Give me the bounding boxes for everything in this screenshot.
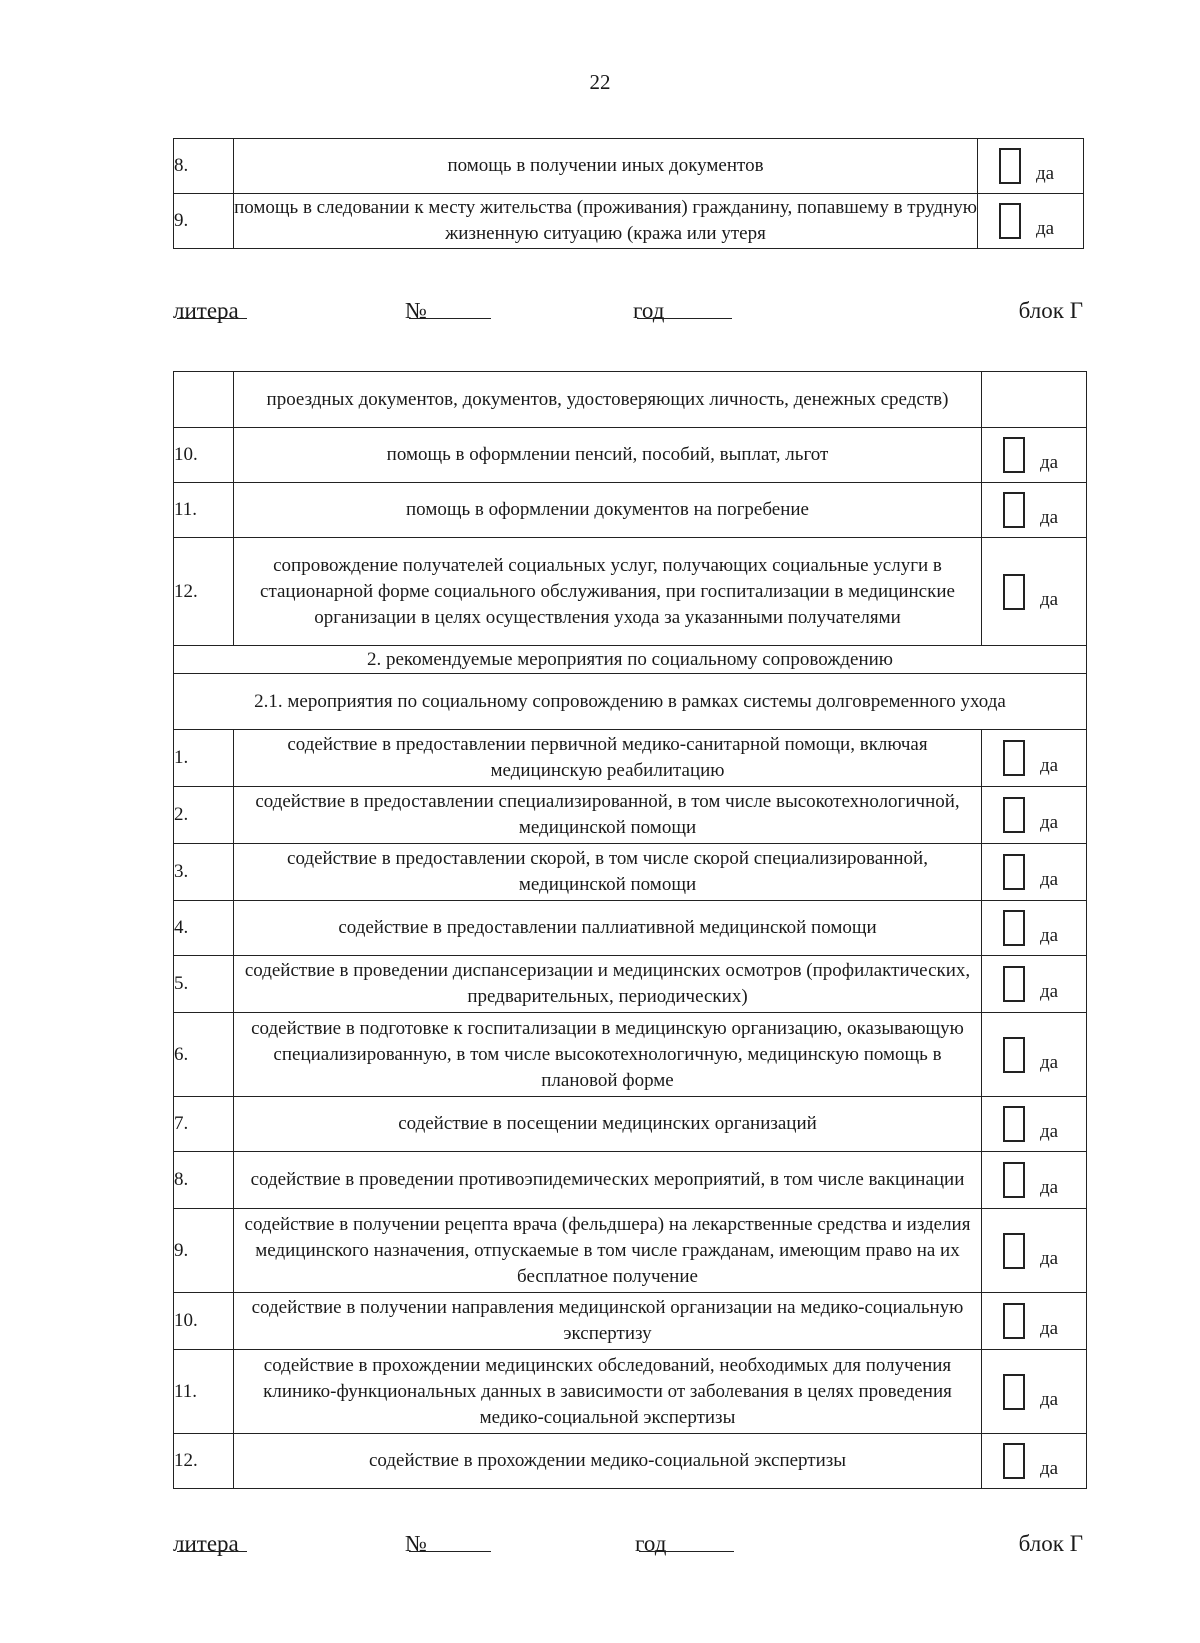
checkbox[interactable] — [1003, 1303, 1025, 1339]
yes-label: да — [1040, 1247, 1059, 1269]
yes-label: да — [1040, 1317, 1059, 1339]
litera-label: литера — [173, 1531, 239, 1556]
yes-checkbox-cell[interactable] — [982, 1152, 1087, 1209]
yes-checkbox-cell[interactable] — [982, 1013, 1087, 1097]
yes-label: да — [1040, 451, 1059, 473]
page-number: 22 — [589, 70, 611, 94]
yes-label: да — [1040, 1120, 1059, 1142]
yes-checkbox-cell[interactable] — [982, 428, 1087, 483]
checkbox[interactable] — [1003, 1233, 1025, 1269]
table-row — [174, 1293, 1087, 1350]
row-text: содействие в предоставлении паллиативной медицинской помощи — [234, 901, 982, 956]
row-number: 9. — [174, 194, 234, 249]
row-text: помощь в оформлении документов на погребение — [234, 483, 982, 538]
yes-label: да — [1040, 868, 1059, 890]
number-field[interactable] — [409, 1531, 491, 1552]
yes-checkbox-cell[interactable] — [982, 538, 1087, 646]
checkbox[interactable] — [1003, 574, 1025, 610]
number-label: № — [405, 298, 427, 323]
row-number: 8. — [174, 139, 234, 194]
litera-field[interactable] — [177, 298, 247, 319]
row-number: 10. — [174, 1293, 234, 1350]
row-number: 10. — [174, 428, 234, 483]
yes-checkbox-cell[interactable] — [982, 844, 1087, 901]
row-text: помощь в следовании к месту жительства (проживания) гражданину, попавшему в трудную жизненную ситуацию (кража или утеря — [234, 194, 978, 249]
yes-label: да — [1040, 1176, 1059, 1198]
table-row — [174, 372, 1087, 428]
checkbox[interactable] — [1003, 1443, 1025, 1479]
yes-label: да — [1040, 754, 1059, 776]
row-number: 5. — [174, 956, 234, 1013]
checkbox[interactable] — [1003, 797, 1025, 833]
checkbox[interactable] — [1003, 1106, 1025, 1142]
table-row — [174, 194, 1084, 249]
checkbox[interactable] — [1003, 1162, 1025, 1198]
litera-label: литера — [173, 298, 239, 323]
yes-checkbox-cell[interactable] — [982, 1350, 1087, 1434]
checkbox[interactable] — [1003, 1374, 1025, 1410]
checkbox[interactable] — [1003, 740, 1025, 776]
row-text: содействие в проведении противоэпидемических мероприятий, в том числе вакцинации — [234, 1152, 982, 1209]
row-number: 2. — [174, 787, 234, 844]
row-number: 7. — [174, 1097, 234, 1152]
block-label: блок Г — [1018, 1531, 1083, 1556]
row-text: содействие в проведении диспансеризации и медицинских осмотров (профилактических, предварительных, периодических) — [234, 956, 982, 1013]
yes-label: да — [1040, 811, 1059, 833]
yes-checkbox-cell[interactable] — [982, 787, 1087, 844]
yes-label: да — [1040, 980, 1059, 1002]
table-row — [174, 1152, 1087, 1209]
row-text: содействие в получении направления медицинской организации на медико-социальную экспертизу — [234, 1293, 982, 1350]
yes-checkbox-cell[interactable] — [982, 1434, 1087, 1489]
table-row — [174, 428, 1087, 483]
checkbox[interactable] — [999, 203, 1021, 239]
yes-label: да — [1040, 1388, 1059, 1410]
number-field[interactable] — [409, 298, 491, 319]
yes-checkbox-cell[interactable] — [982, 901, 1087, 956]
row-number: 1. — [174, 730, 234, 787]
checkbox[interactable] — [1003, 492, 1025, 528]
row-text: содействие в предоставлении скорой, в том числе скорой специализированной, медицинской помощи — [234, 844, 982, 901]
table-row — [174, 844, 1087, 901]
section-header-row — [174, 646, 1087, 674]
checkbox[interactable] — [999, 148, 1021, 184]
number-label: № — [405, 1531, 427, 1556]
table-row — [174, 139, 1084, 194]
yes-label: да — [1040, 1457, 1059, 1479]
form-table-1 — [173, 138, 1084, 249]
table-row — [174, 1350, 1087, 1434]
table-row — [174, 483, 1087, 538]
table-row — [174, 730, 1087, 787]
table-row — [174, 1209, 1087, 1293]
row-text: содействие в прохождении медико-социальной экспертизы — [234, 1434, 982, 1489]
row-text: содействие в прохождении медицинских обследований, необходимых для получения клинико-функциональных данных в зависимости от заболевания в целях проведения медико-социальной экспертизы — [234, 1350, 982, 1434]
block-label: блок Г — [1018, 298, 1083, 323]
litera-line-bottom — [173, 1531, 1083, 1563]
row-number: 12. — [174, 538, 234, 646]
row-number: 11. — [174, 1350, 234, 1434]
yes-label: да — [1040, 1051, 1059, 1073]
table-row — [174, 538, 1087, 646]
year-label: год — [635, 1531, 667, 1556]
litera-field[interactable] — [177, 1531, 247, 1552]
row-number: 6. — [174, 1013, 234, 1097]
form-table-2 — [173, 371, 1087, 1489]
checkbox[interactable] — [1003, 1037, 1025, 1073]
row-number: 12. — [174, 1434, 234, 1489]
checkbox[interactable] — [1003, 854, 1025, 890]
checkbox[interactable] — [1003, 437, 1025, 473]
row-text: содействие в посещении медицинских организаций — [234, 1097, 982, 1152]
section-header-row — [174, 674, 1087, 730]
row-text: помощь в получении иных документов — [234, 139, 978, 194]
yes-checkbox-cell[interactable] — [982, 1097, 1087, 1152]
yes-label: да — [1040, 506, 1059, 528]
row-text: сопровождение получателей социальных услуг, получающих социальные услуги в стационарной форме социального обслуживания, при госпитализации в медицинские организации в целях осуществления ухода за указанными получателями — [234, 538, 982, 646]
yes-checkbox-cell[interactable] — [982, 730, 1087, 787]
yes-checkbox-cell[interactable] — [982, 1293, 1087, 1350]
section-header: 2. рекомендуемые мероприятия по социальному сопровождению — [174, 646, 1087, 674]
table-row — [174, 956, 1087, 1013]
yes-checkbox-cell[interactable] — [978, 194, 1084, 249]
yes-label: да — [1040, 924, 1059, 946]
row-text: содействие в подготовке к госпитализации в медицинскую организацию, оказывающую специализированную, в том числе высокотехнологичную, медицинскую помощь в плановой форме — [234, 1013, 982, 1097]
yes-label: да — [1036, 217, 1055, 239]
table-row — [174, 1013, 1087, 1097]
section-header: 2.1. мероприятия по социальному сопровождению в рамках системы долговременного ухода — [174, 674, 1087, 730]
row-text: проездных документов, документов, удостоверяющих личность, денежных средств) — [234, 372, 982, 428]
table-row — [174, 1097, 1087, 1152]
checkbox[interactable] — [1003, 910, 1025, 946]
row-number: 3. — [174, 844, 234, 901]
year-label: год — [633, 298, 665, 323]
row-text: содействие в предоставлении специализированной, в том числе высокотехнологичной, медицинской помощи — [234, 787, 982, 844]
row-text: содействие в предоставлении первичной медико-санитарной помощи, включая медицинскую реабилитацию — [234, 730, 982, 787]
yes-label: да — [1036, 162, 1055, 184]
row-number: 8. — [174, 1152, 234, 1209]
year-field[interactable] — [639, 1531, 734, 1552]
yes-checkbox-cell[interactable] — [982, 956, 1087, 1013]
row-number: 11. — [174, 483, 234, 538]
yes-label: да — [1040, 588, 1059, 610]
table-row — [174, 787, 1087, 844]
row-text: помощь в оформлении пенсий, пособий, выплат, льгот — [234, 428, 982, 483]
year-field[interactable] — [637, 298, 732, 319]
litera-line-top — [173, 298, 1083, 330]
row-number: 4. — [174, 901, 234, 956]
checkbox[interactable] — [1003, 966, 1025, 1002]
yes-checkbox-cell[interactable] — [982, 483, 1087, 538]
table-row — [174, 901, 1087, 956]
yes-checkbox-cell[interactable] — [978, 139, 1084, 194]
yes-checkbox-cell[interactable] — [982, 1209, 1087, 1293]
row-text: содействие в получении рецепта врача (фельдшера) на лекарственные средства и изделия медицинского назначения, отпускаемые в том числе гражданам, имеющим право на их бесплатное получение — [234, 1209, 982, 1293]
row-number: 9. — [174, 1209, 234, 1293]
table-row — [174, 1434, 1087, 1489]
